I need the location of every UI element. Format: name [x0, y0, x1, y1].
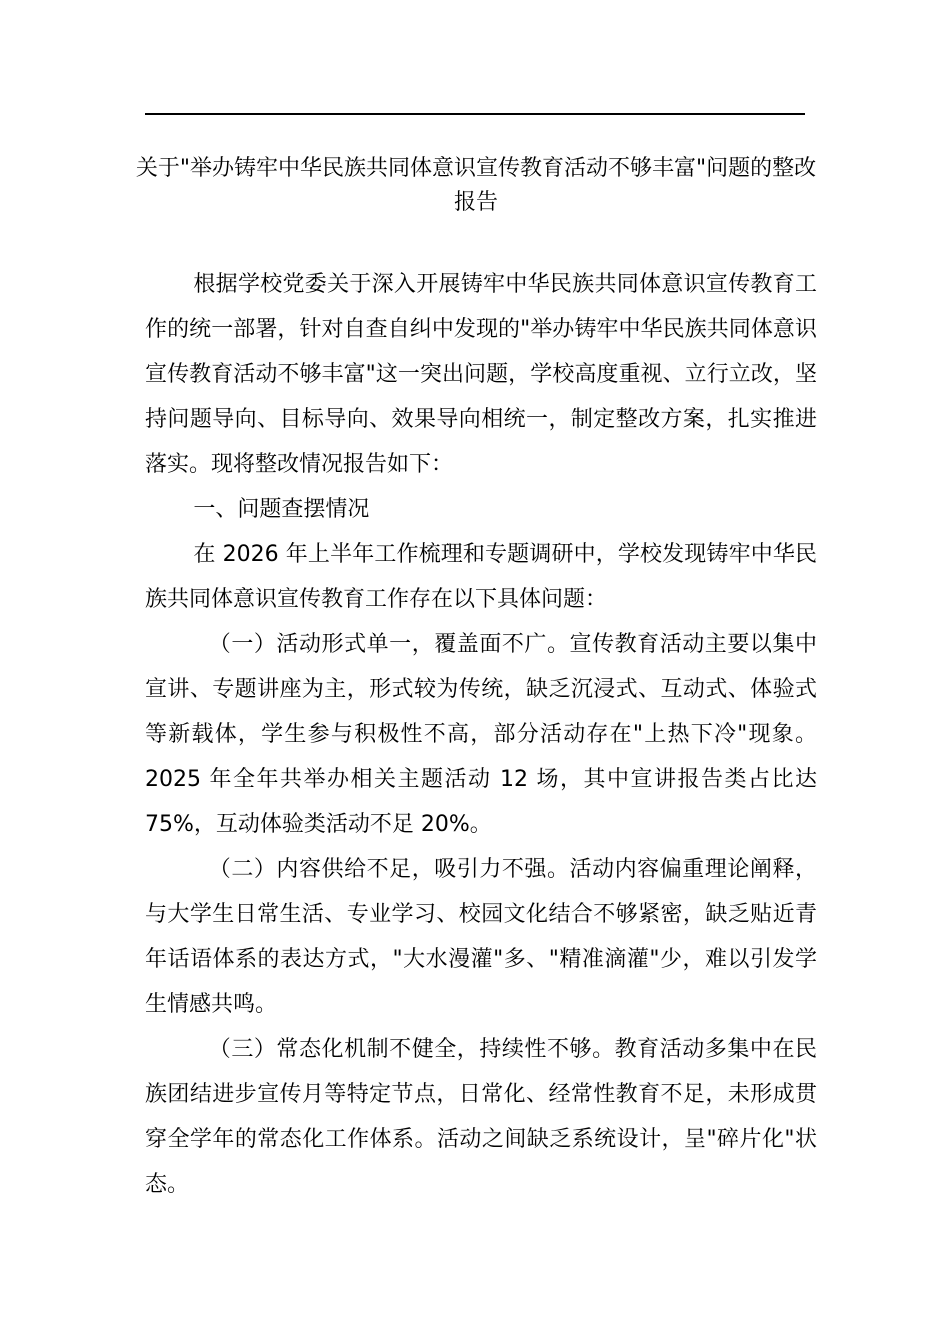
intro-paragraph: 根据学校党委关于深入开展铸牢中华民族共同体意识宣传教育工作的统一部署，针对自查自纠中发现的"举办铸牢中华民族共同体意识宣传教育活动不够丰富"这一突出问题，学校高度重视、立行立改，坚持问题导向、目标导向、效果导向相统一，制定整改方案，扎实推进落实。现将整改情况报告如下： [145, 272, 817, 477]
issue-paragraph-2: （二）内容供给不足，吸引力不强。活动内容偏重理论阐释，与大学生日常生活、专业学习、校园文化结合不够紧密，缺乏贴近青年话语体系的表达方式，"大水漫灌"多、"精准滴灌"少，难以引发学生情感共鸣。 [145, 857, 817, 1017]
section-intro-paragraph: 在 2026 年上半年工作梳理和专题调研中，学校发现铸牢中华民族共同体意识宣传教育工作存在以下具体问题： [145, 542, 817, 612]
document-title: 关于"举办铸牢中华民族共同体意识宣传教育活动不够丰富"问题的整改报告 [135, 156, 817, 215]
issue-paragraph-3: （三）常态化机制不健全，持续性不够。教育活动多集中在民族团结进步宣传月等特定节点，日常化、经常性教育不足，未形成贯穿全学年的常态化工作体系。活动之间缺乏系统设计，呈"碎片化"状态。 [145, 1037, 817, 1197]
issue-paragraph-1: （一）活动形式单一，覆盖面不广。宣传教育活动主要以集中宣讲、专题讲座为主，形式较为传统，缺乏沉浸式、互动式、体验式等新载体，学生参与积极性不高，部分活动存在"上热下冷"现象。2025 年全年共举办相关主题活动 12 场，其中宣讲报告类占比达 75%，互动体验类活动不足 20%。 [145, 632, 817, 837]
header-rule [145, 113, 805, 115]
section-heading: 一、问题查摆情况 [193, 497, 370, 522]
document-body [145, 262, 817, 1207]
